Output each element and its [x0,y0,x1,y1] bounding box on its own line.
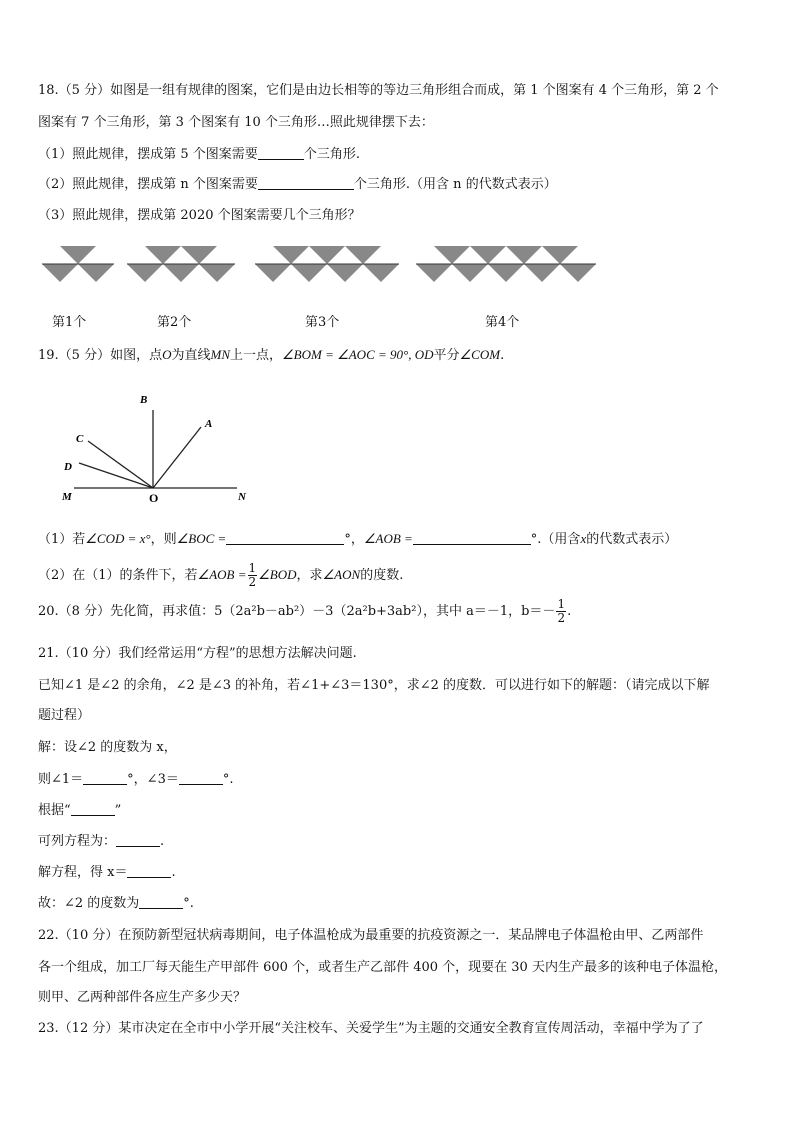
bottom-triangle [199,264,235,282]
fraction-denominator: 2 [557,611,566,625]
angle-com: ∠COM [459,347,501,362]
q22-line-1: 22.（10 分）在预防新型冠状病毒期间，电子体温枪成为最重要的抗疫资源之一．某品牌电子体温枪由甲、乙两部件 [38,928,704,943]
answer-blank[interactable] [127,865,171,878]
label-n: N [238,491,246,503]
q19-sub2 [38,560,403,591]
ray-oc [88,441,153,488]
answer-blank[interactable] [83,772,127,785]
q18-line-2: 图案有 7 个三角形，第 3 个图案有 10 个三角形…照此规律摆下去： [38,115,434,130]
angle-aon: ∠AON [322,567,361,582]
bottom-triangle [163,264,199,282]
q21-text: 根据“ [38,803,71,818]
label-c: C [76,433,84,445]
pattern-caption-2: 第2个 [157,315,192,330]
q20-period: . [567,604,572,619]
bottom-triangle [560,264,596,282]
q19-sub1-text: ，则 [150,532,177,547]
q19-sub2-text: （2）在（1）的条件下，若 [38,568,198,583]
answer-blank[interactable] [226,532,344,545]
top-triangle [434,246,470,264]
q21-text: 故：∠2 的度数为 [38,896,140,911]
angle-boc: ∠BOC = [176,531,227,546]
q22-line-2: 各一个组成，加工厂每天能生产甲部件 600 个，或者生产乙部件 400 个，现要在 30 天内生产最多的该种电子体温枪， [38,960,727,975]
label-a: A [205,418,213,430]
q21-line-3: 题过程） [38,708,91,723]
q18-sub1-tail: 个三角形. [303,147,360,162]
variable-x: x [580,531,587,546]
q21-text: °，∠3＝ [127,772,179,787]
fraction-denominator: 2 [248,575,257,589]
answer-blank[interactable] [71,803,115,816]
q21-line-6 [38,803,121,819]
bottom-triangle [452,264,488,282]
q19-sub2-text: 的度数. [360,568,404,583]
top-triangle [542,246,578,264]
q22-line-3: 则甲、乙两种部件各应生产多少天？ [38,990,247,1005]
q21-text: . [171,865,176,880]
q18-sub1 [38,147,360,163]
ray-oa [153,427,201,488]
top-triangle [145,246,181,264]
label-o: O [149,491,159,505]
bottom-triangle [78,264,114,282]
q19-text: 平分 [433,348,460,363]
fraction-numerator: 1 [557,597,566,611]
q21-text: 可列方程为： [38,834,117,849]
q19-sub1-text: °.（用含 [530,532,581,547]
q21-text: 解方程，得 x＝ [38,865,128,880]
q23-line-1: 23.（12 分）某市决定在全市中小学开展“关注校车、关爱学生”为主题的交通安全教育宣传周活动，幸福中学为了了 [38,1021,704,1036]
pattern-caption-3: 第3个 [305,315,340,330]
bottom-triangle [524,264,560,282]
q21-line-2: 已知∠1 是∠2 的余角，∠2 是∠3 的补角，若∠1+∠3＝130°，求∠2 的度数．可以进行如下的解题：（请完成以下解 [38,678,710,693]
bottom-triangle [42,264,78,282]
label-m: M [62,491,72,503]
ray-od [79,463,153,488]
bottom-triangle [363,264,399,282]
top-triangle [506,246,542,264]
q19-stem [38,347,504,364]
top-triangle [60,246,96,264]
q21-line-4: 解：设∠2 的度数为 x， [38,740,177,755]
q21-line-8 [38,865,176,881]
q19-sub1-text: 的代数式表示） [586,532,678,547]
angle-cod: ∠COD = x° [85,531,151,546]
q21-text: . [160,834,165,849]
q21-line-5 [38,772,233,788]
q21-line-9 [38,896,194,912]
top-triangle [309,246,345,264]
q18-sub3: （3）照此规律，摆成第 2020 个图案需要几个三角形？ [38,208,361,223]
answer-blank[interactable] [413,532,531,545]
line-mn: MN [210,347,230,362]
pattern-caption-4: 第4个 [485,315,520,330]
label-b: B [140,394,148,406]
q18-sub1-text: （1）照此规律，摆成第 5 个图案需要 [38,147,258,162]
fraction-one-half [556,598,566,625]
q19-formula: ∠BOM = ∠AOC = 90°, OD [282,347,434,362]
top-triangle [273,246,309,264]
pattern-caption-1: 第1个 [52,315,87,330]
q18-sub2 [38,177,557,193]
bottom-triangle [291,264,327,282]
top-triangle [470,246,506,264]
angle-bod: ∠BOD [258,567,297,582]
q19-sub1 [38,531,677,548]
label-d: D [64,461,72,473]
q18-sub2-tail: 个三角形.（用含 n 的代数式表示） [353,177,557,192]
answer-blank[interactable] [258,147,304,160]
bottom-triangle [488,264,524,282]
bottom-triangle [327,264,363,282]
top-triangle [345,246,381,264]
q19-period: . [500,348,505,363]
fraction-numerator: 1 [248,561,257,575]
top-triangle [181,246,217,264]
answer-blank[interactable] [179,772,223,785]
bottom-triangle [127,264,163,282]
q21-text: 则∠1＝ [38,772,84,787]
angle-geometry-figure [0,385,300,510]
q19-head: 19.（5 分）如图，点 [38,348,163,363]
q19-sub2-text: ，求 [296,568,323,583]
q19-sub1-text: （1）若 [38,532,86,547]
q21-line-7 [38,834,164,850]
q19-text: 上一点， [229,348,282,363]
answer-blank[interactable] [116,834,160,847]
q21-text: ” [114,803,122,818]
bottom-triangle [255,264,291,282]
angle-aob: ∠AOB = [363,531,413,546]
answer-blank[interactable] [139,896,183,909]
angle-aob: ∠AOB = [197,567,247,582]
q21-text: °. [222,772,234,787]
answer-blank[interactable] [258,177,354,190]
q21-text: °. [183,896,194,911]
q18-line-1: 18.（5 分）如图是一组有规律的图案，它们是由边长相等的等边三角形组合而成，第 1 个图案有 4 个三角形，第 2 个 [38,83,719,98]
q19-text: 为直线 [171,348,211,363]
fraction-one-half [248,562,258,589]
point-o: O [162,347,172,362]
q21-line-1: 21.（10 分）我们经常运用“方程”的思想方法解决问题. [38,646,357,661]
q18-sub2-text: （2）照此规律，摆成第 n 个图案需要 [38,177,258,192]
q19-sub1-text: °， [344,532,364,547]
q20-line [38,597,571,627]
bottom-triangle [416,264,452,282]
triangle-patterns-figure [0,240,794,304]
q20-text: 20.（8 分）先化简，再求值：5（2a²b－ab²）－3（2a²b+3ab²），其中 a＝－1，b＝－ [38,604,556,619]
